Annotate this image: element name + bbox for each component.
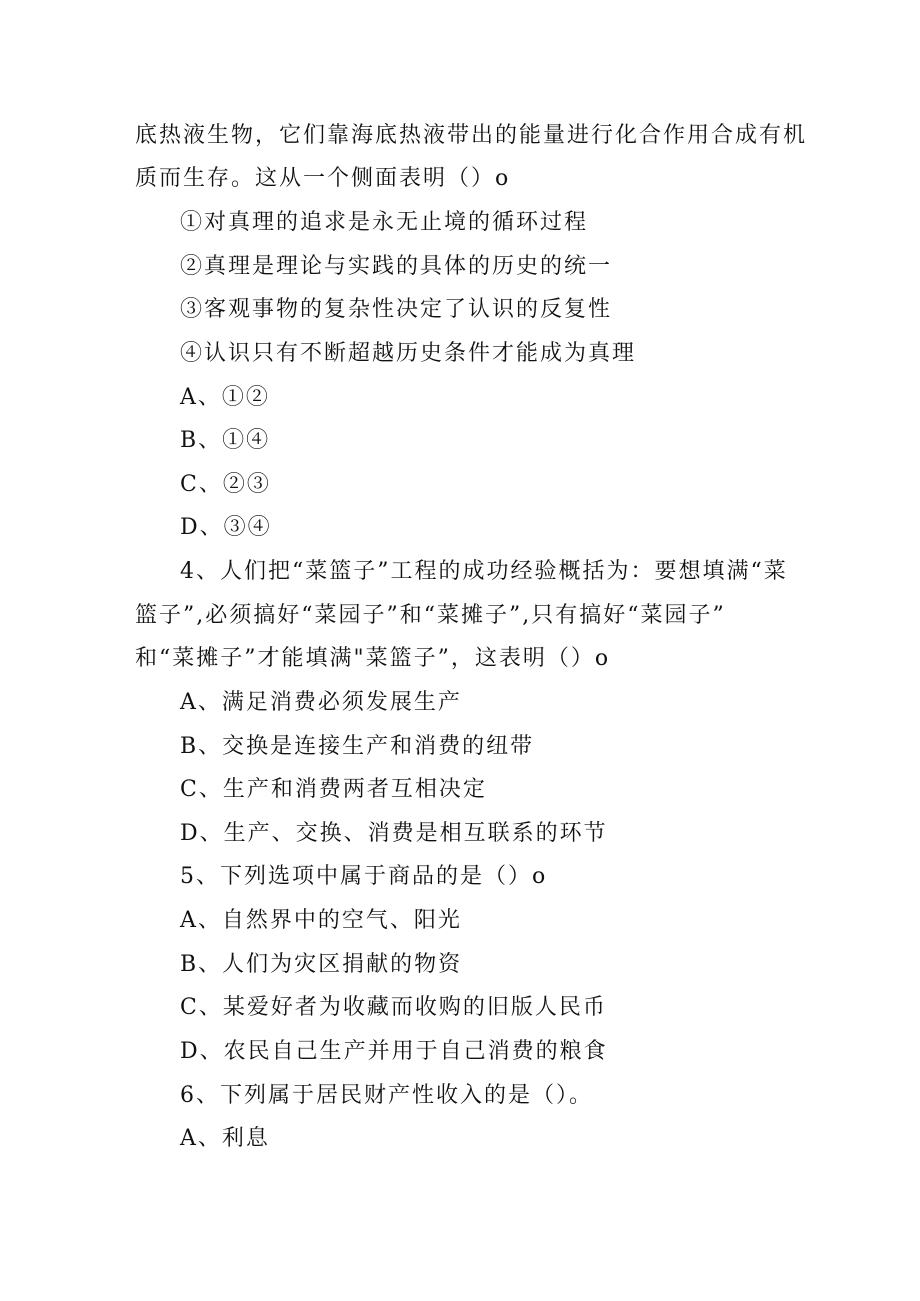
question-text: 和“菜摊子”才能填满"菜篮子”，这表明（）o	[135, 646, 611, 671]
answer-option: C、生产和消费两者互相决定	[180, 777, 487, 802]
option-line: ③客观事物的复杂性决定了认识的反复性	[180, 297, 613, 322]
answer-option: B、交换是连接生产和消费的纽带	[180, 734, 535, 759]
answer-option: D、③④	[180, 515, 272, 540]
answer-option: D、农民自己生产并用于自己消费的粮食	[180, 1039, 608, 1064]
answer-option: A、满足消费必须发展生产	[180, 690, 462, 715]
answer-option: D、生产、交换、消费是相互联系的环节	[180, 821, 608, 846]
option-line: ②真理是理论与实践的具体的历史的统一	[180, 254, 613, 279]
answer-option: A、①②	[180, 385, 270, 410]
text-line: 质而生存。这从一个侧面表明（）o	[135, 166, 511, 191]
text-line: 底热液生物，它们靠海底热液带出的能量进行化合作用合成有机	[135, 123, 808, 148]
answer-option: A、利息	[180, 1126, 270, 1151]
answer-option: C、②③	[180, 472, 271, 497]
answer-option: A、自然界中的空气、阳光	[180, 908, 462, 933]
answer-option: B、人们为灾区捐献的物资	[180, 952, 463, 977]
question-text: 篮子”,必须搞好“菜园子”和“菜摊子”,只有搞好“菜园子”	[135, 603, 726, 628]
option-line: ④认识只有不断超越历史条件才能成为真理	[180, 341, 637, 366]
answer-option: B、①④	[180, 428, 271, 453]
question-text: 6、下列属于居民财产性收入的是（）。	[180, 1083, 593, 1108]
question-text: 5、下列选项中属于商品的是（）o	[180, 864, 548, 889]
question-text: 4、人们把“菜篮子”工程的成功经验概括为：要想填满“菜	[180, 559, 788, 584]
option-line: ①对真理的追求是永无止境的循环过程	[180, 210, 589, 235]
answer-option: C、某爱好者为收藏而收购的旧版人民币	[180, 995, 607, 1020]
